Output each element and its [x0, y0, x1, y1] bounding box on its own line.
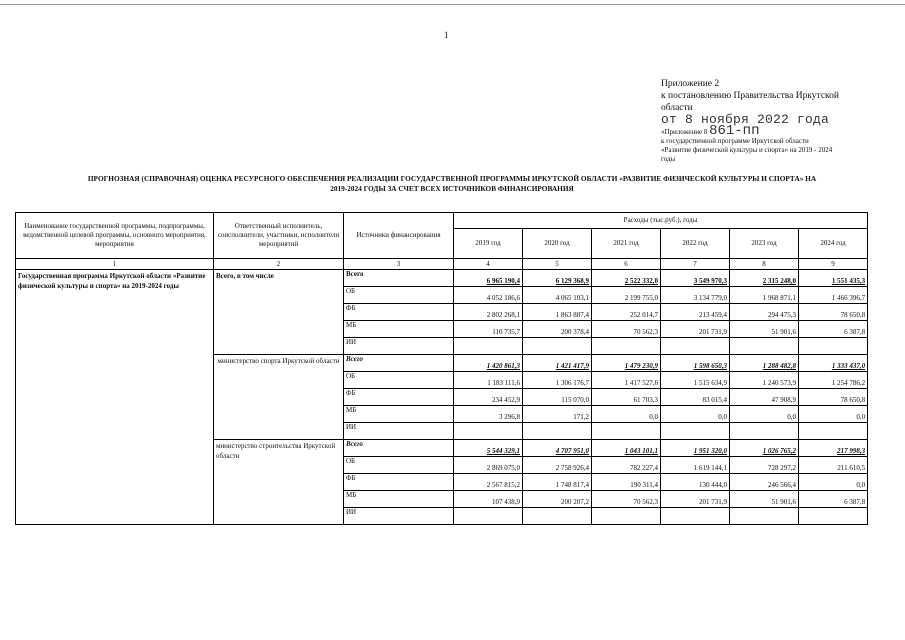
appendix-line1: к постановлению Правительства Иркутской — [661, 91, 840, 101]
value-cell: 1 551 435,3 — [799, 270, 868, 287]
value-cell: 213 459,4 — [661, 304, 730, 321]
value-cell: 1 240 573,9 — [730, 372, 799, 389]
source-cell: ОБ — [344, 287, 454, 304]
value-cell: 4 065 103,1 — [523, 287, 592, 304]
value-cell: 51 901,6 — [730, 491, 799, 508]
value-cell: 107 438,9 — [454, 491, 523, 508]
value-cell: 211 610,5 — [799, 457, 868, 474]
value-cell: 201 731,9 — [661, 321, 730, 338]
value-cell: 234 452,9 — [454, 389, 523, 406]
column-number: 2 — [214, 259, 344, 270]
column-number: 5 — [523, 259, 592, 270]
value-cell — [661, 338, 730, 355]
value-cell: 115 070,0 — [523, 389, 592, 406]
value-cell: 5 544 329,1 — [454, 440, 523, 457]
header-responsible: Ответственный исполнитель, соисполнители, участники, исполнители мероприятий — [214, 213, 344, 259]
column-number: 7 — [661, 259, 730, 270]
value-cell: 2 802 268,1 — [454, 304, 523, 321]
value-cell: 171,2 — [523, 406, 592, 423]
value-cell: 1 968 871,1 — [730, 287, 799, 304]
value-cell: 4 707 951,0 — [523, 440, 592, 457]
value-cell: 1 515 634,9 — [661, 372, 730, 389]
value-cell — [661, 508, 730, 525]
value-cell: 0,0 — [592, 406, 661, 423]
value-cell: 1 951 320,0 — [661, 440, 730, 457]
value-cell: 2 522 332,0 — [592, 270, 661, 287]
appendix-title: Приложение 2 — [661, 79, 720, 89]
program-ref-line2: «Развитие физической культуры и спорта» на 2019 - 2024 — [661, 146, 833, 154]
value-cell — [661, 423, 730, 440]
page-top-edge — [0, 4, 905, 5]
value-cell — [454, 338, 523, 355]
value-cell: 2 758 926,4 — [523, 457, 592, 474]
value-cell: 6 129 368,9 — [523, 270, 592, 287]
document-title-line1: ПРОГНОЗНАЯ (СПРАВОЧНАЯ) ОЦЕНКА РЕСУРСНОГО ОБЕСПЕЧЕНИЯ РЕАЛИЗАЦИИ ГОСУДАРСТВЕННОЙ ПРОГРАММЫ ИРКУТСКОЙ ОБЛАСТИ «РАЗВИТИЕ ФИЗИЧЕСКОЙ КУЛЬТУРЫ И СПОРТА» НА — [87, 174, 817, 183]
value-cell: 1 466 396,7 — [799, 287, 868, 304]
value-cell: 51 901,6 — [730, 321, 799, 338]
value-cell: 217 998,3 — [799, 440, 868, 457]
header-year: 2021 год — [592, 229, 661, 259]
value-cell — [454, 508, 523, 525]
source-cell: Всего — [344, 440, 454, 457]
source-cell: МБ — [344, 491, 454, 508]
header-sources: Источники финансирования — [344, 213, 454, 259]
value-cell: 252 014,7 — [592, 304, 661, 321]
resolution-date: от 8 ноября 2022 года — [661, 112, 830, 127]
header-year: 2023 год — [730, 229, 799, 259]
program-ref-line1: к государственной программе Иркутской области — [661, 137, 809, 145]
column-number: 9 — [799, 259, 868, 270]
value-cell: 1 420 861,3 — [454, 355, 523, 372]
column-number: 6 — [592, 259, 661, 270]
source-cell: ФБ — [344, 474, 454, 491]
source-cell: ИИ — [344, 423, 454, 440]
page-number: 1 — [444, 30, 449, 40]
value-cell — [799, 423, 868, 440]
value-cell: 1 748 817,4 — [523, 474, 592, 491]
value-cell: 1 288 482,8 — [730, 355, 799, 372]
value-cell: 1 619 144,1 — [661, 457, 730, 474]
value-cell: 246 566,4 — [730, 474, 799, 491]
value-cell — [730, 423, 799, 440]
source-cell: Всего — [344, 355, 454, 372]
value-cell — [454, 423, 523, 440]
source-cell: ИИ — [344, 338, 454, 355]
document-title-line2: 2019-2024 ГОДЫ ЗА СЧЕТ ВСЕХ ИСТОЧНИКОВ ФИНАНСИРОВАНИЯ — [330, 184, 574, 193]
value-cell: 0,0 — [799, 406, 868, 423]
source-cell: ОБ — [344, 372, 454, 389]
column-number: 3 — [344, 259, 454, 270]
value-cell — [799, 508, 868, 525]
funding-table — [15, 212, 868, 525]
source-cell: ФБ — [344, 389, 454, 406]
value-cell: 0,0 — [799, 474, 868, 491]
source-cell: ИИ — [344, 508, 454, 525]
value-cell: 130 444,0 — [661, 474, 730, 491]
header-expenses: Расходы (тыс.руб.), годы — [454, 213, 868, 229]
resolution-number: 861-пп — [709, 123, 760, 139]
value-cell — [523, 423, 592, 440]
value-cell: 2 869 075,0 — [454, 457, 523, 474]
header-year: 2024 год — [799, 229, 868, 259]
value-cell: 1 306 176,7 — [523, 372, 592, 389]
value-cell: 70 562,3 — [592, 321, 661, 338]
value-cell: 6 387,8 — [799, 491, 868, 508]
value-cell: 190 311,4 — [592, 474, 661, 491]
value-cell: 1 183 111,6 — [454, 372, 523, 389]
source-cell: МБ — [344, 406, 454, 423]
value-cell: 200 378,4 — [523, 321, 592, 338]
responsible-cell: министерство строительства Иркутской области — [214, 440, 344, 525]
value-cell — [799, 338, 868, 355]
value-cell — [523, 338, 592, 355]
value-cell: 3 296,8 — [454, 406, 523, 423]
value-cell: 782 227,4 — [592, 457, 661, 474]
value-cell: 294 475,3 — [730, 304, 799, 321]
value-cell — [523, 508, 592, 525]
value-cell: 1 254 786,2 — [799, 372, 868, 389]
value-cell: 83 015,4 — [661, 389, 730, 406]
value-cell — [730, 338, 799, 355]
value-cell: 1 026 765,2 — [730, 440, 799, 457]
value-cell — [592, 338, 661, 355]
value-cell — [592, 423, 661, 440]
column-number: 4 — [454, 259, 523, 270]
value-cell: 47 908,9 — [730, 389, 799, 406]
value-cell: 3 549 970,3 — [661, 270, 730, 287]
value-cell: 78 650,8 — [799, 304, 868, 321]
value-cell: 2 315 248,0 — [730, 270, 799, 287]
responsible-cell: министерство спорта Иркутской области — [214, 355, 344, 440]
value-cell: 0,0 — [661, 406, 730, 423]
value-cell: 3 134 779,0 — [661, 287, 730, 304]
value-cell: 70 562,3 — [592, 491, 661, 508]
header-year: 2020 год — [523, 229, 592, 259]
value-cell: 2 567 815,2 — [454, 474, 523, 491]
program-ref-line3: годы — [661, 155, 676, 163]
value-cell: 200 207,2 — [523, 491, 592, 508]
value-cell: 201 731,9 — [661, 491, 730, 508]
document-title — [20, 174, 884, 194]
source-cell: ОБ — [344, 457, 454, 474]
header-year: 2019 год — [454, 229, 523, 259]
value-cell: 78 650,8 — [799, 389, 868, 406]
value-cell: 6 387,8 — [799, 321, 868, 338]
value-cell: 728 297,2 — [730, 457, 799, 474]
value-cell: 61 703,3 — [592, 389, 661, 406]
value-cell: 1 863 887,4 — [523, 304, 592, 321]
source-cell: Всего — [344, 270, 454, 287]
value-cell: 1 417 527,6 — [592, 372, 661, 389]
value-cell — [592, 508, 661, 525]
header-name: Наименование государственной программы, подпрограммы, ведомственной целевой программы, основного мероприятия, мероприятия — [16, 213, 214, 259]
column-number: 1 — [16, 259, 214, 270]
column-number: 8 — [730, 259, 799, 270]
program-name-cell: Государственная программа Иркутской области «Развитие физической культуры и спорта» на 2019-2024 годы — [16, 270, 214, 525]
header-year: 2022 год — [661, 229, 730, 259]
value-cell: 6 965 190,4 — [454, 270, 523, 287]
responsible-cell: Всего, в том числе — [214, 270, 344, 355]
appendix-block — [661, 78, 861, 164]
value-cell: 0,0 — [730, 406, 799, 423]
value-cell: 1 421 417,9 — [523, 355, 592, 372]
previous-appendix-label: «Приложение 8 — [661, 128, 708, 136]
appendix-line2: области — [661, 103, 693, 113]
value-cell: 4 052 186,6 — [454, 287, 523, 304]
value-cell — [730, 508, 799, 525]
value-cell: 1 043 101,1 — [592, 440, 661, 457]
value-cell: 2 199 755,0 — [592, 287, 661, 304]
value-cell: 1 333 437,0 — [799, 355, 868, 372]
table-row — [16, 270, 868, 287]
source-cell: ФБ — [344, 304, 454, 321]
value-cell: 1 479 230,9 — [592, 355, 661, 372]
value-cell: 1 598 650,3 — [661, 355, 730, 372]
value-cell: 110 735,7 — [454, 321, 523, 338]
source-cell: МБ — [344, 321, 454, 338]
